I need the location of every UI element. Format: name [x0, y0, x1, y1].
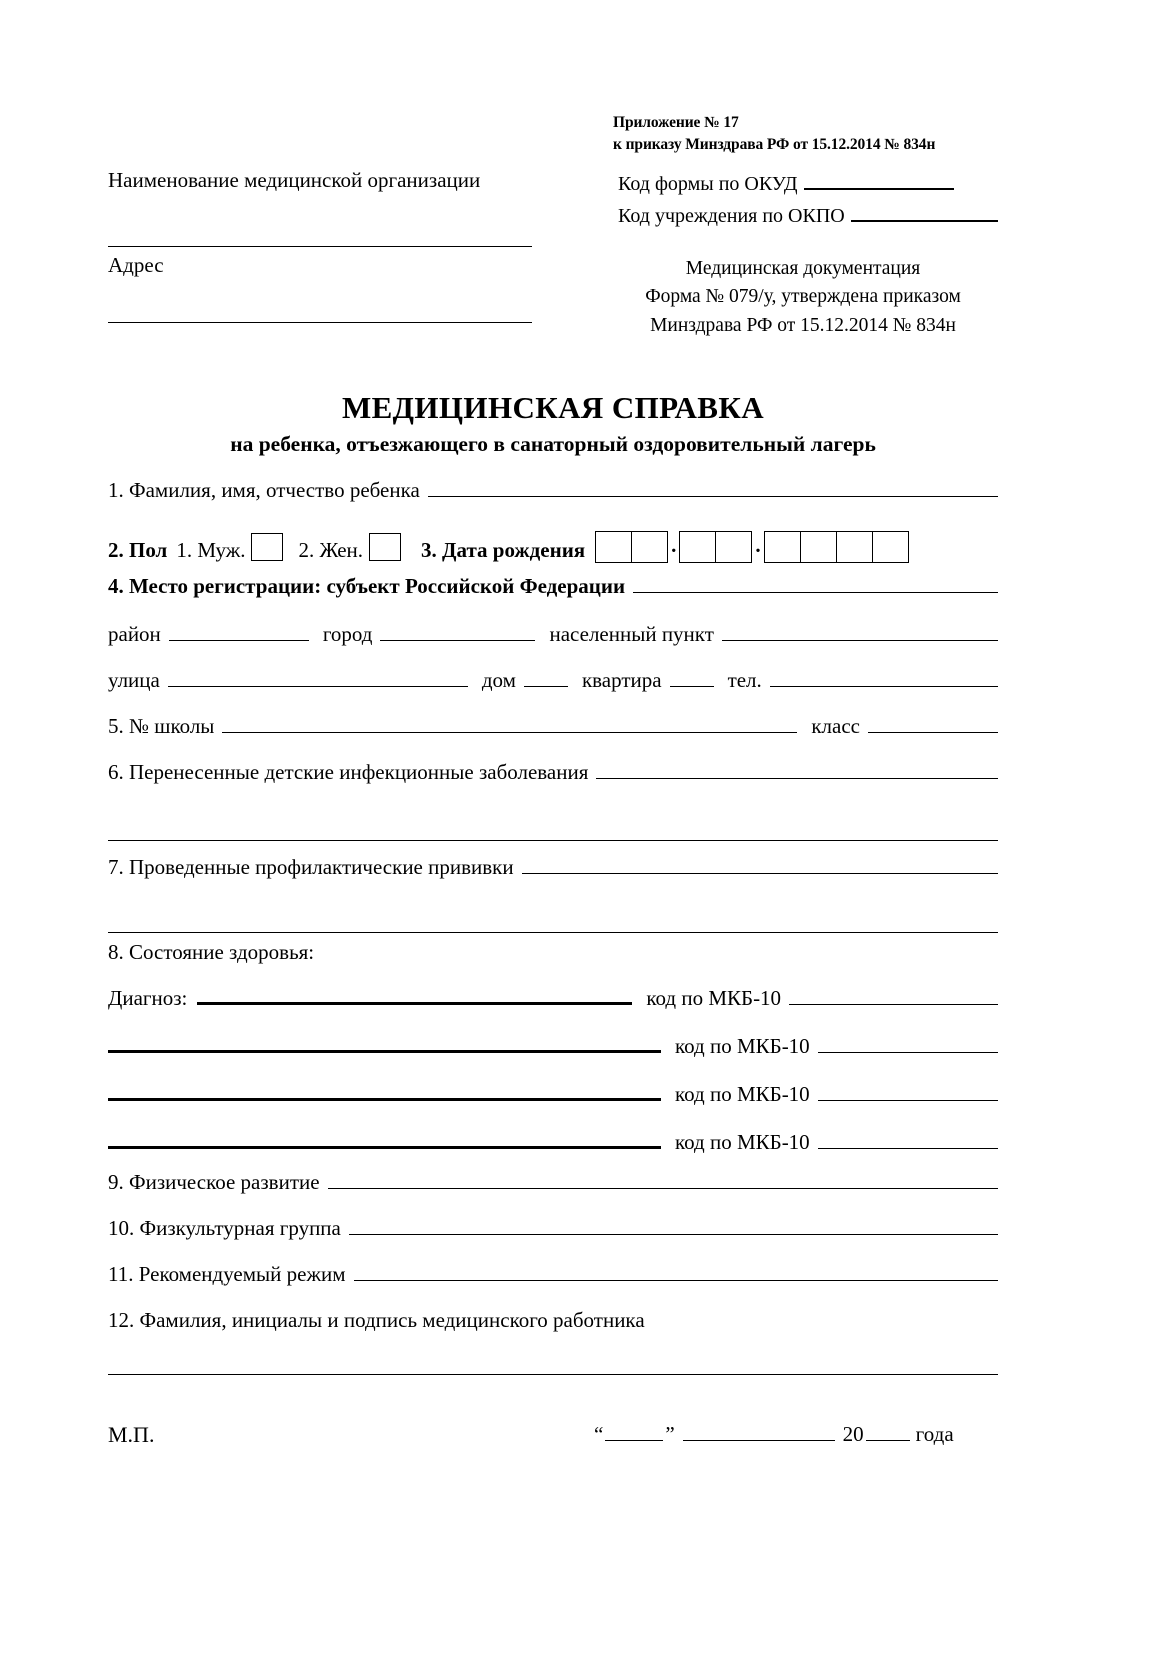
birth-year-cell[interactable]: [801, 532, 837, 562]
birth-year-cell[interactable]: [765, 532, 801, 562]
field-school: [108, 714, 998, 739]
vaccinations-input-line-2[interactable]: [108, 932, 998, 933]
city-input-line[interactable]: [380, 624, 535, 641]
okpo-input-line[interactable]: [851, 205, 998, 222]
diagnosis-row: [108, 1082, 998, 1107]
birth-year-group[interactable]: [764, 531, 909, 563]
sex-female-label: 2. Жен.: [298, 538, 364, 562]
field-vaccinations: [108, 855, 998, 880]
mkb-code-input-line[interactable]: [818, 1132, 998, 1149]
quote-open: “: [594, 1422, 604, 1446]
sex-label: 2. Пол: [108, 538, 168, 562]
health-state-label: 8. Состояние здоровья:: [108, 940, 315, 964]
birth-month-cell[interactable]: [716, 532, 752, 562]
infections-input-line[interactable]: [596, 762, 998, 779]
school-input-line[interactable]: [222, 716, 797, 733]
birth-year-cell[interactable]: [873, 532, 909, 562]
district-label: район: [108, 622, 161, 646]
phone-input-line[interactable]: [770, 670, 998, 687]
diagnosis-input-line[interactable]: [108, 1082, 661, 1101]
sex-male-checkbox[interactable]: [251, 533, 283, 561]
doc-line-1: Медицинская документация: [685, 258, 921, 279]
city-label: город: [322, 622, 373, 646]
sex-female-checkbox[interactable]: [369, 533, 401, 561]
okud-label: Код формы по ОКУД: [618, 173, 798, 195]
field-sex-and-birth: [108, 526, 998, 563]
mkb-code-label: код по МКБ-10: [675, 1034, 810, 1058]
mkb-code-label: код по МКБ-10: [675, 1130, 810, 1154]
vaccinations-label: 7. Проведенные профилактические прививки: [108, 855, 514, 879]
year-prefix-label: 20: [842, 1422, 864, 1446]
diagnosis-row: [108, 1130, 998, 1155]
birth-date-separator: .: [671, 533, 677, 557]
appendix-line-1: Приложение № 17: [613, 114, 739, 131]
physical-development-input-line[interactable]: [328, 1172, 998, 1189]
date-year-input-line[interactable]: [866, 1425, 910, 1441]
birth-day-group[interactable]: [595, 531, 668, 563]
field-registration: [108, 574, 998, 599]
field-recommended-regime: [108, 1262, 998, 1287]
registration-input-line[interactable]: [633, 576, 998, 593]
infections-label: 6. Перенесенные детские инфекционные заболевания: [108, 760, 589, 784]
field-sport-group: [108, 1216, 998, 1241]
diagnosis-row: [108, 986, 998, 1011]
birth-year-cell[interactable]: [837, 532, 873, 562]
worker-signature-input-line[interactable]: [108, 1374, 998, 1375]
recommended-regime-label: 11. Рекомендуемый режим: [108, 1262, 346, 1286]
okud-input-line[interactable]: [804, 173, 954, 190]
class-label: класс: [811, 714, 860, 738]
phone-label: тел.: [727, 668, 762, 692]
settlement-label: населенный пункт: [549, 622, 714, 646]
organization-name-input-line[interactable]: [108, 246, 532, 247]
district-input-line[interactable]: [169, 624, 309, 641]
field-health-state: [108, 940, 998, 965]
document-type-block: [608, 255, 998, 340]
okpo-row: [618, 200, 998, 232]
appendix-line-2: к приказу Минздрава РФ от 15.12.2014 № 834н: [613, 136, 936, 153]
mkb-code-input-line[interactable]: [818, 1036, 998, 1053]
mkb-code-input-line[interactable]: [789, 988, 998, 1005]
field-infections: [108, 760, 998, 785]
sex-male-label: 1. Муж.: [176, 538, 246, 562]
settlement-input-line[interactable]: [722, 624, 998, 641]
sport-group-input-line[interactable]: [349, 1218, 998, 1235]
field-worker-signature: [108, 1308, 998, 1333]
diagnosis-input-line[interactable]: [197, 986, 632, 1005]
quote-close: ”: [665, 1422, 675, 1446]
doc-line-3: Минздрава РФ от 15.12.2014 № 834н: [650, 314, 956, 336]
birth-day-cell[interactable]: [596, 532, 632, 562]
birth-date-boxes: [595, 526, 909, 558]
birth-day-cell[interactable]: [632, 532, 668, 562]
fio-input-line[interactable]: [428, 480, 998, 497]
house-label: дом: [481, 668, 516, 692]
apartment-label: квартира: [581, 668, 662, 692]
mkb-code-label: код по МКБ-10: [646, 986, 782, 1010]
page-title: МЕДИЦИНСКАЯ СПРАВКА: [341, 390, 765, 425]
worker-signature-label: 12. Фамилия, инициалы и подпись медицинского работника: [108, 1308, 645, 1332]
birth-month-cell[interactable]: [680, 532, 716, 562]
okpo-label: Код учреждения по ОКПО: [618, 205, 845, 228]
birth-date-label: 3. Дата рождения: [421, 538, 586, 562]
organization-name-label: Наименование медицинской организации: [108, 168, 481, 192]
house-input-line[interactable]: [524, 670, 568, 687]
apartment-input-line[interactable]: [670, 670, 714, 687]
date-month-input-line[interactable]: [683, 1425, 835, 1441]
field-physical-development: [108, 1170, 998, 1195]
mkb-code-input-line[interactable]: [818, 1084, 998, 1101]
class-input-line[interactable]: [868, 716, 998, 733]
field-fio: [108, 478, 998, 503]
physical-development-label: 9. Физическое развитие: [108, 1170, 320, 1194]
vaccinations-input-line[interactable]: [522, 857, 998, 874]
year-suffix-label: года: [915, 1422, 954, 1446]
address-label: Адрес: [108, 253, 164, 277]
doc-line-2: Форма № 079/у, утверждена приказом: [645, 286, 961, 308]
fio-label: 1. Фамилия, имя, отчество ребенка: [108, 478, 420, 502]
page-subtitle: на ребенка, отъезжающего в санаторный оздоровительный лагерь: [230, 432, 876, 456]
diagnosis-input-line[interactable]: [108, 1130, 661, 1149]
appendix-reference: [613, 112, 1013, 156]
street-input-line[interactable]: [168, 670, 468, 687]
code-block: [618, 168, 998, 233]
recommended-regime-input-line[interactable]: [354, 1264, 998, 1281]
okud-row: [618, 168, 998, 200]
birth-date-separator: .: [755, 533, 761, 557]
mkb-code-label: код по МКБ-10: [675, 1082, 810, 1106]
birth-month-group[interactable]: [679, 531, 752, 563]
registration-label: 4. Место регистрации: субъект Российской Федерации: [108, 574, 626, 598]
stamp-place-label: М.П.: [108, 1422, 155, 1447]
address-input-line[interactable]: [108, 322, 532, 323]
date-day-input-line[interactable]: [605, 1425, 663, 1441]
street-label: улица: [108, 668, 160, 692]
sport-group-label: 10. Физкультурная группа: [108, 1216, 341, 1240]
diagnosis-row: [108, 1034, 998, 1059]
field-locality: [108, 622, 998, 647]
diagnosis-input-line[interactable]: [108, 1034, 661, 1053]
field-street: [108, 668, 998, 693]
footer-date: [594, 1422, 954, 1447]
diagnosis-label: Диагноз:: [108, 986, 188, 1010]
infections-input-line-2[interactable]: [108, 840, 998, 841]
school-label: 5. № школы: [108, 714, 215, 738]
